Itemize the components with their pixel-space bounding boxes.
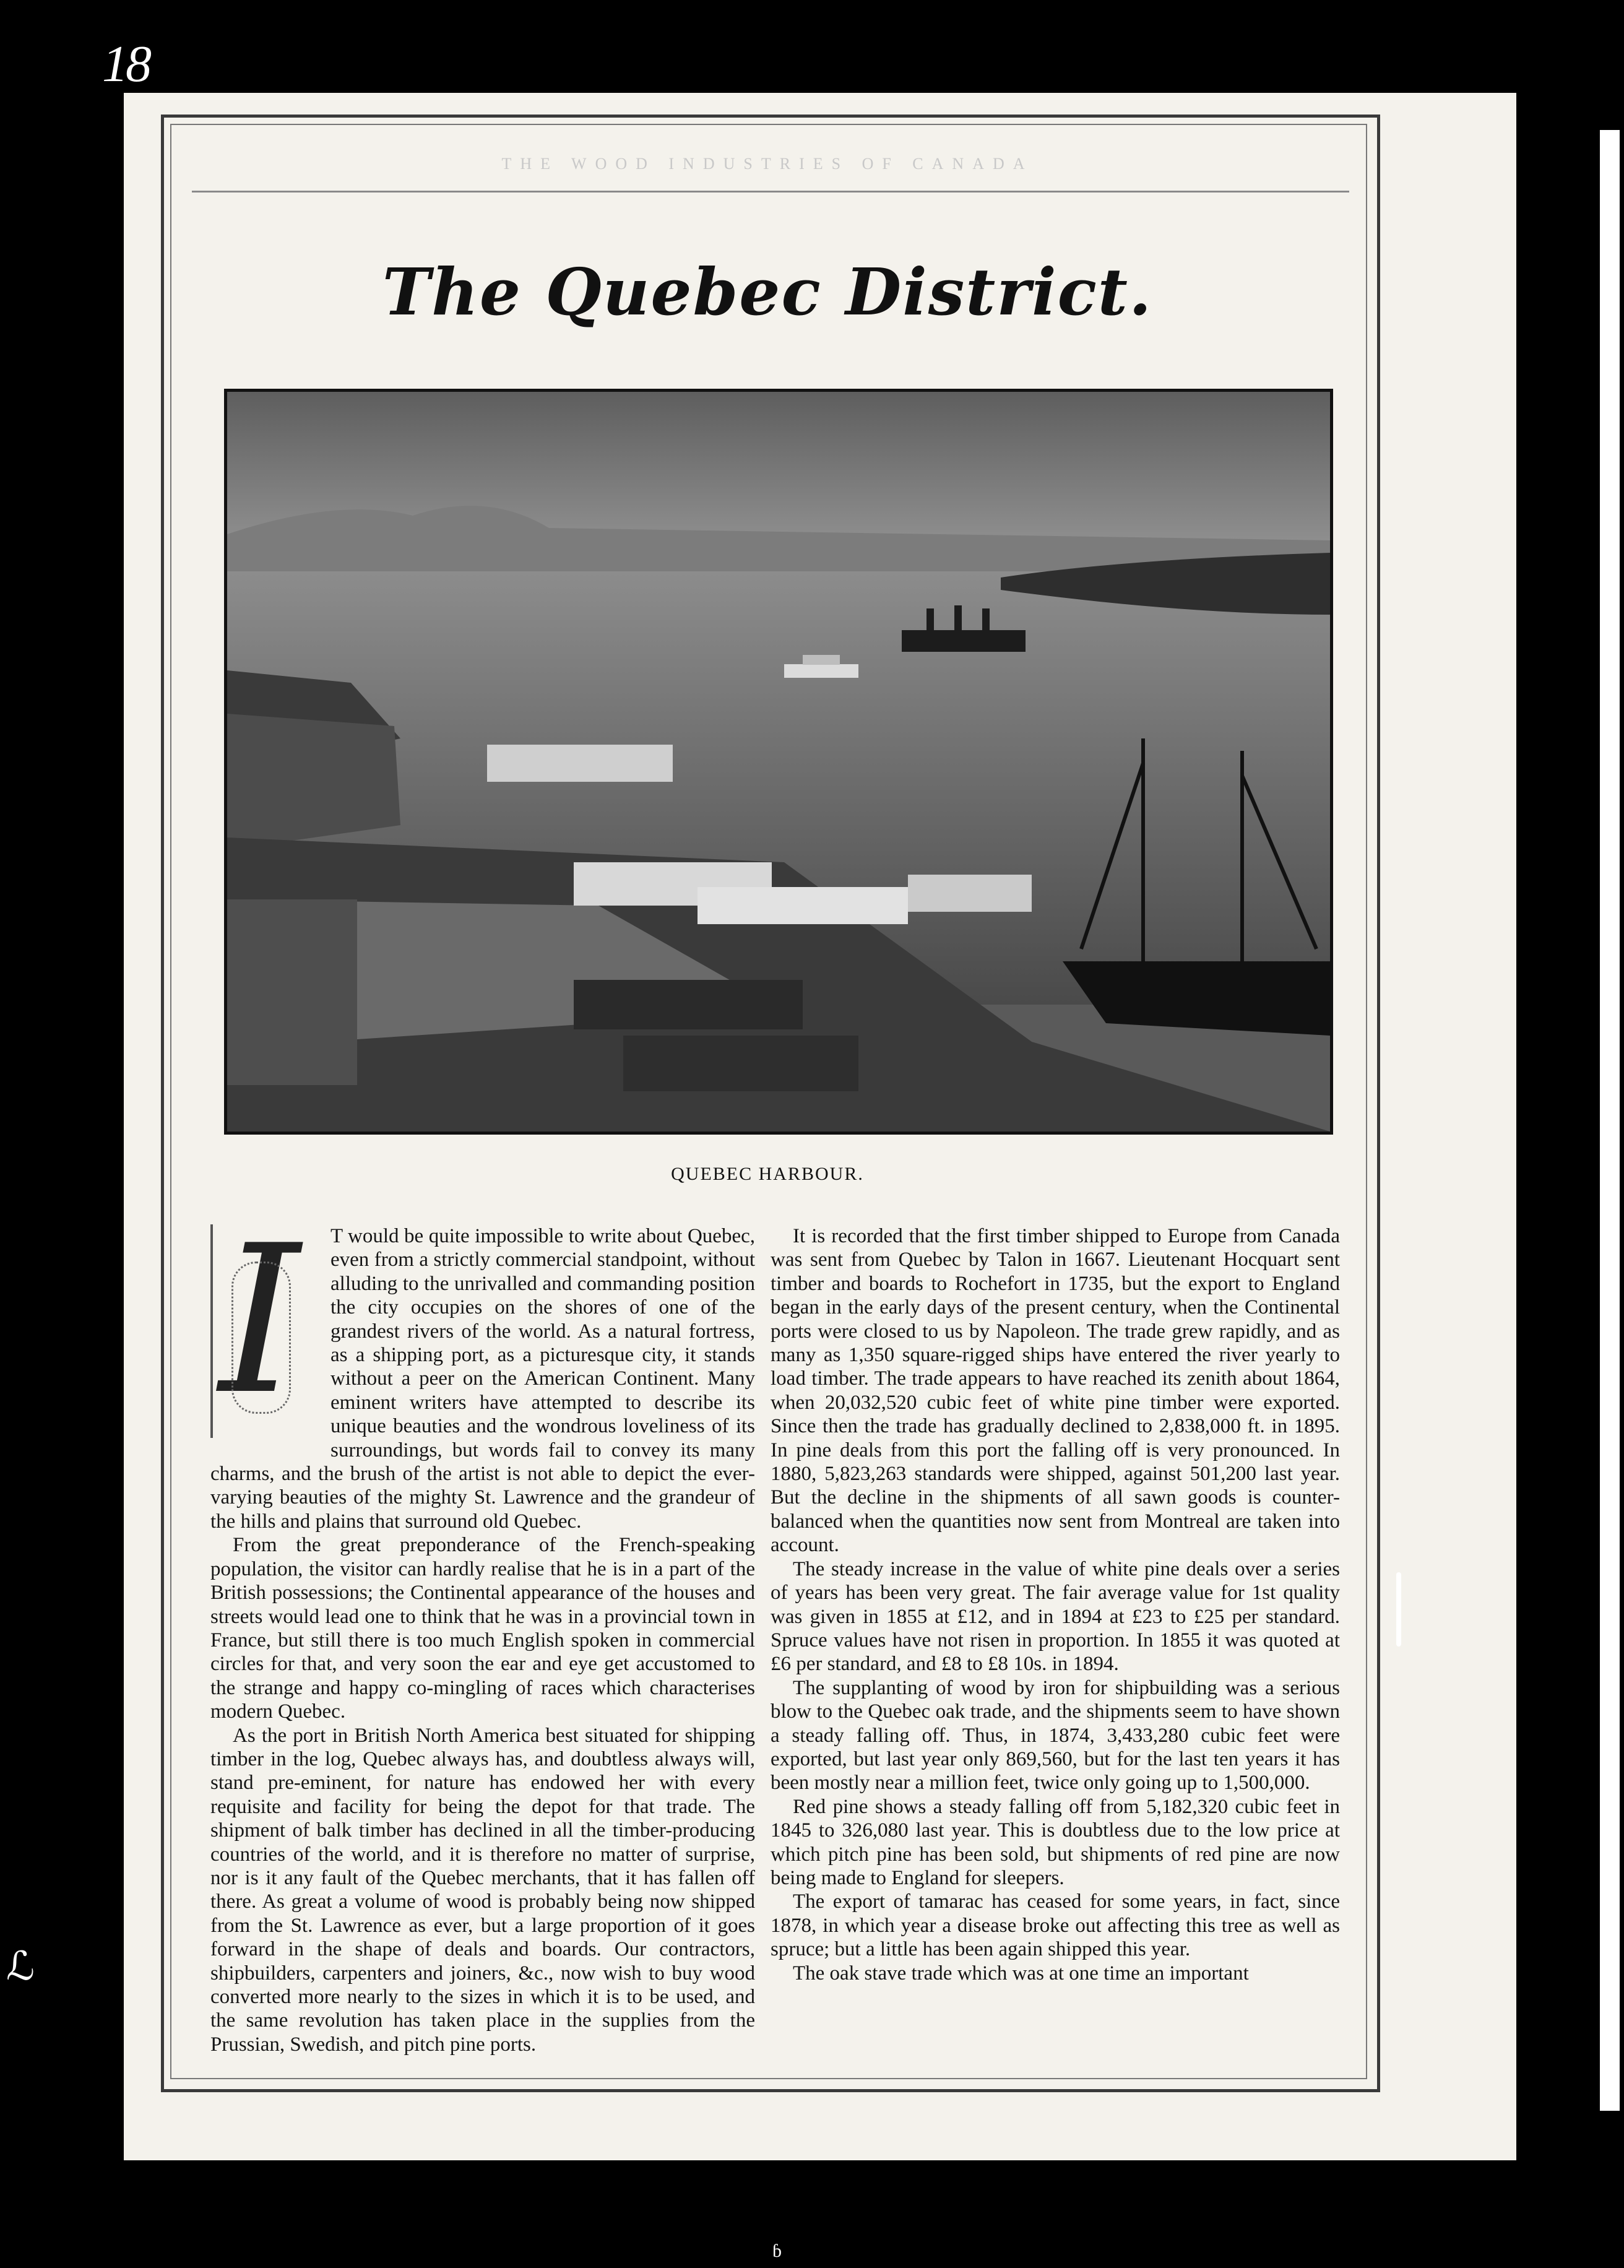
page-title: The Quebec District.: [382, 254, 1153, 330]
article-paragraph: It is recorded that the first timber shipped to Europe from Canada was sent from Quebec by Talon in 1667. Lieutenant Hocquart sent timber and boards to Rochefort in 1735, but the export to England began in the early days of the present century, when the Continental ports were closed to us by Napoleon. The trade grew rapidly, and as many as 1,350 square-rigged ships have entered the river yearly to load timber. The trade appears to have reached its zenith about 1864, when 20,032,520 cubic feet of white pine timber were exported. Since then the trade has gradually declined to 2,838,000 ft. in 1895. In pine deals from this port the falling off is very pronounced. In 1880, 5,823,263 standards were shipped, against 501,200 last year. But the decline in the shipments of all sawn goods is counter-balanced when the quantities now sent from Montreal are taken into account.: [771, 1225, 1340, 1557]
article-column-left: [210, 1201, 755, 2056]
article-paragraph: Red pine shows a steady falling off from 5,182,320 cubic feet in 1845 to 326,080 last year. This is doubtless due to the low price at which pitch pine has been sold, but shipments of red pine are now being made to England for sleepers.: [771, 1795, 1340, 1889]
ornament-icon: [231, 1262, 291, 1414]
running-head-rule: [192, 191, 1349, 193]
article-paragraph: As the port in British North America best situated for shipping timber in the log, Quebec always has, and doubtless always will, stand pre-eminent, for nature has endowed her with every requisite and facility for being the depot for that trade. The shipment of balk timber has declined in all the timber-producing countries of the world, and it is therefore no matter of surprise, nor is it any fault of the Quebec merchants, that it has fallen off there. As great a volume of wood is probably being now shipped from the St. Lawrence as ever, but a large proportion of it goes forward in the shape of deals and boards. Our contractors, shipbuilders, carpenters and joiners, &c., now wish to buy wood converted more nearly to the sizes in which it is to be used, and the same revolution has taken place in the supplies from the Prussian, Swedish, and pitch pine ports.: [210, 1724, 755, 2056]
article-paragraph: [210, 1201, 755, 1533]
harbour-photograph: [224, 389, 1333, 1135]
running-head: THE WOOD INDUSTRIES OF CANADA: [501, 155, 1034, 173]
article-paragraph: The steady increase in the value of white pine deals over a series of years has been very great. The fair average value for 1st quality was given in 1855 at £12, and in 1894 at £23 to £25 per standard. Spruce values have not risen in proportion. In 1855 it was quoted at £6 per standard, and £8 to £8 10s. in 1894.: [771, 1557, 1340, 1676]
decorative-drop-cap: [210, 1201, 312, 1439]
drop-cap-letter: I: [219, 1201, 300, 1439]
article-column-right: [771, 1224, 1340, 1985]
adjacent-page-edge: [1600, 130, 1620, 2111]
photo-caption: QUEBEC HARBOUR.: [671, 1164, 864, 1184]
scan-margin-mark: ℒ: [6, 1944, 35, 1988]
article-paragraph: The supplanting of wood by iron for shipbuilding was a serious blow to the Quebec oak trade, and the shipments seem to have shown a steady falling off. Thus, in 1874, 3,433,280 cubic feet were exported, but last year only 869,560, but for the last ten years it has been mostly near a million feet, twice only going up to 1,500,000.: [771, 1676, 1340, 1794]
article-paragraph: The export of tamarac has ceased for some years, in fact, since 1878, in which year a disease broke out affecting this tree as well as spruce; but a little has been again shipped this year.: [771, 1890, 1340, 1961]
page-number: 18: [102, 35, 149, 93]
harbour-photo-illustration: [227, 392, 1330, 1132]
paragraph-text: T would be quite impossible to write about Quebec, even from a strictly commercial standpoint, without alluding to the unrivalled and commanding position the city occupies on the shores of one of the grandest rivers of the world. As a natural fortress, as a shipping port, as a picturesque city, it stands without a peer on the American Continent. Many eminent writers have attempted to describe its unique beauties and the wondrous loveliness of its surroundings, but words fail to convey its many charms, and the brush of the artist is not able to depict the ever-varying beauties of the mighty St. Lawrence and the grandeur of the hills and plains that surround old Quebec.: [210, 1225, 755, 1533]
article-paragraph: The oak stave trade which was at one time an important: [793, 1962, 1249, 1984]
article-paragraph: From the great preponderance of the French-speaking population, the visitor can hardly realise that he is in a part of the British possessions; the Continental appearance of the houses and streets would lead one to think that he was in a provincial town in France, but still there is too much English spoken in commercial circles for that, and very soon the ear and eye get accustomed to the strange and happy co-mingling of races which characterises modern Quebec.: [210, 1534, 755, 1723]
scan-bottom-mark: ɓ: [772, 2241, 782, 2261]
scan-margin-stroke: [1396, 1572, 1401, 1647]
